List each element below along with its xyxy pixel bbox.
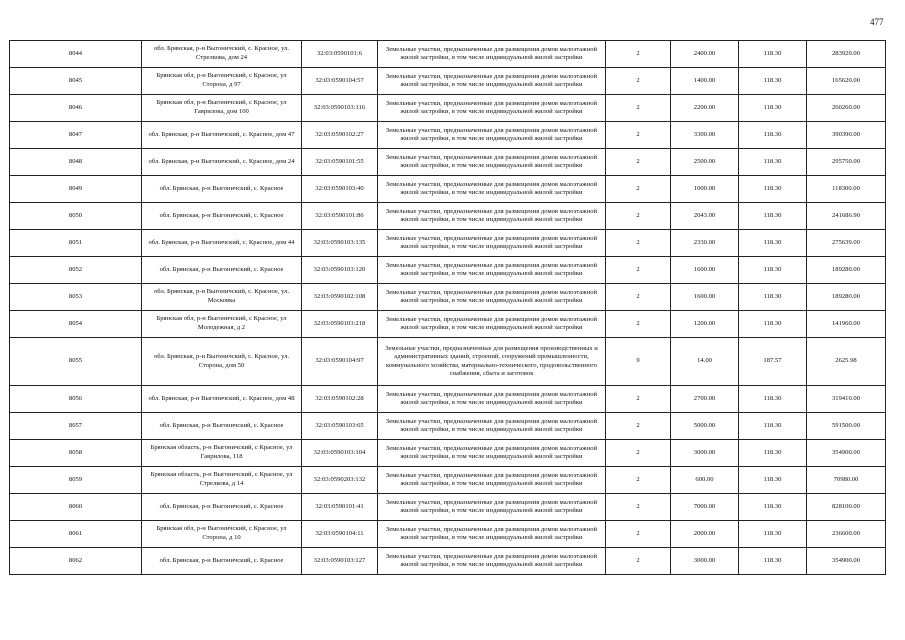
area-cell: 5000.00: [671, 413, 739, 440]
specific-value-cell: 118.30: [739, 41, 807, 68]
row-number-cell: 8053: [10, 284, 142, 311]
row-number-cell: 8050: [10, 203, 142, 230]
land-use-description-cell: Земельные участки, предназначенные для размещения домов малоэтажной жилой застройки, в том числе индивидуальной жилой застройки: [378, 413, 606, 440]
group-number-cell: 2: [606, 494, 671, 521]
row-number-cell: 8048: [10, 149, 142, 176]
area-cell: 2330.00: [671, 230, 739, 257]
specific-value-cell: 118.30: [739, 122, 807, 149]
land-use-description-cell: Земельные участки, предназначенные для размещения домов малоэтажной жилой застройки, в том числе индивидуальной жилой застройки: [378, 467, 606, 494]
cadastral-value-cell: 354900.00: [807, 440, 886, 467]
row-number-cell: 8058: [10, 440, 142, 467]
cadastral-number-cell: 32:03:0590102:108: [302, 284, 378, 311]
group-number-cell: 9: [606, 338, 671, 386]
row-number-cell: 8049: [10, 176, 142, 203]
cadastral-number-cell: 32:03:0590101:55: [302, 149, 378, 176]
row-number-cell: 8061: [10, 521, 142, 548]
table-row: [10, 548, 886, 575]
cadastral-number-cell: 32:03:0590103:40: [302, 176, 378, 203]
group-number-cell: 2: [606, 386, 671, 413]
land-use-description-cell: Земельные участки, предназначенные для размещения домов малоэтажной жилой застройки, в том числе индивидуальной жилой застройки: [378, 548, 606, 575]
table-row: [10, 284, 886, 311]
land-use-description-cell: Земельные участки, предназначенные для размещения домов малоэтажной жилой застройки, в том числе индивидуальной жилой застройки: [378, 440, 606, 467]
area-cell: 3000.00: [671, 440, 739, 467]
table-row: [10, 338, 886, 386]
cadastral-number-cell: 32:03:0590103:65: [302, 413, 378, 440]
cadastral-number-cell: 32:03:0590103:116: [302, 95, 378, 122]
address-cell: обл. Брянская, р-н Выгоничский, с. Красное: [142, 548, 302, 575]
address-cell: обл. Брянская, р-н Выгоничский, с. Красное: [142, 494, 302, 521]
area-cell: 1600.00: [671, 257, 739, 284]
cadastral-value-cell: 828100.00: [807, 494, 886, 521]
specific-value-cell: 118.30: [739, 176, 807, 203]
group-number-cell: 2: [606, 521, 671, 548]
group-number-cell: 2: [606, 68, 671, 95]
group-number-cell: 2: [606, 41, 671, 68]
address-cell: Брянская область, р-н Выгоничский, с Красное, ул Гаврилова, 118: [142, 440, 302, 467]
row-number-cell: 8057: [10, 413, 142, 440]
specific-value-cell: 118.30: [739, 440, 807, 467]
area-cell: 2043.00: [671, 203, 739, 230]
cadastral-number-cell: 32:03:0590102:27: [302, 122, 378, 149]
area-cell: 2400.00: [671, 41, 739, 68]
address-cell: Брянская обл, р-н Выгоничский, с Красное, ул Гаврилова, дом 100: [142, 95, 302, 122]
table-row: [10, 257, 886, 284]
page-number: 477: [870, 17, 884, 27]
address-cell: обл. Брянская, р-н Выгоничский, с. Красное, дом 48: [142, 386, 302, 413]
table-row: [10, 41, 886, 68]
table-row: [10, 521, 886, 548]
table-row: [10, 122, 886, 149]
table-row: [10, 467, 886, 494]
land-use-description-cell: Земельные участки, предназначенные для размещения домов малоэтажной жилой застройки, в том числе индивидуальной жилой застройки: [378, 284, 606, 311]
group-number-cell: 2: [606, 230, 671, 257]
table-row: [10, 494, 886, 521]
row-number-cell: 8054: [10, 311, 142, 338]
land-use-description-cell: Земельные участки, предназначенные для размещения домов малоэтажной жилой застройки, в том числе индивидуальной жилой застройки: [378, 95, 606, 122]
cadastral-value-cell: 165620.00: [807, 68, 886, 95]
land-use-description-cell: Земельные участки, предназначенные для размещения домов малоэтажной жилой застройки, в том числе индивидуальной жилой застройки: [378, 149, 606, 176]
land-use-description-cell: Земельные участки, предназначенные для размещения домов малоэтажной жилой застройки, в том числе индивидуальной жилой застройки: [378, 122, 606, 149]
address-cell: обл. Брянская, р-н Выгоничский, с. Красное: [142, 413, 302, 440]
cadastral-value-cell: 354900.00: [807, 548, 886, 575]
row-number-cell: 8062: [10, 548, 142, 575]
area-cell: 1200.00: [671, 311, 739, 338]
group-number-cell: 2: [606, 413, 671, 440]
table-row: [10, 95, 886, 122]
cadastral-value-cell: 275639.00: [807, 230, 886, 257]
address-cell: обл. Брянская, р-н Выгоничский, с. Красное: [142, 203, 302, 230]
table-row: [10, 230, 886, 257]
cadastral-value-cell: 241686.90: [807, 203, 886, 230]
specific-value-cell: 118.30: [739, 386, 807, 413]
land-use-description-cell: Земельные участки, предназначенные для размещения домов малоэтажной жилой застройки, в том числе индивидуальной жилой застройки: [378, 521, 606, 548]
specific-value-cell: 118.30: [739, 548, 807, 575]
cadastral-value-cell: 70980.00: [807, 467, 886, 494]
cadastral-number-cell: 32:03:0590102:28: [302, 386, 378, 413]
specific-value-cell: 118.30: [739, 230, 807, 257]
area-cell: 14.00: [671, 338, 739, 386]
land-use-description-cell: Земельные участки, предназначенные для размещения домов малоэтажной жилой застройки, в том числе индивидуальной жилой застройки: [378, 386, 606, 413]
specific-value-cell: 118.30: [739, 284, 807, 311]
table-row: [10, 149, 886, 176]
specific-value-cell: 118.30: [739, 95, 807, 122]
cadastral-number-cell: 32:03:0590103:127: [302, 548, 378, 575]
area-cell: 1000.00: [671, 176, 739, 203]
table-row: [10, 386, 886, 413]
row-number-cell: 8045: [10, 68, 142, 95]
land-use-description-cell: Земельные участки, предназначенные для размещения производственных и административных зданий, строений, сооружений промышленности, коммунального хозяйства, материально-технического, продовольственного снабжения, сбыта и заготовок: [378, 338, 606, 386]
group-number-cell: 2: [606, 122, 671, 149]
group-number-cell: 2: [606, 284, 671, 311]
land-use-description-cell: Земельные участки, предназначенные для размещения домов малоэтажной жилой застройки, в том числе индивидуальной жилой застройки: [378, 41, 606, 68]
cadastral-number-cell: 32:03:0590103:120: [302, 257, 378, 284]
address-cell: обл. Брянская, р-н Выгоничский, с. Красное: [142, 176, 302, 203]
cadastral-number-cell: 32:03:0590104:11: [302, 521, 378, 548]
address-cell: обл. Брянская, р-н Выгоничский, с. Красное, дом 47: [142, 122, 302, 149]
group-number-cell: 2: [606, 203, 671, 230]
cadastral-number-cell: 32:03:0590101:86: [302, 203, 378, 230]
row-number-cell: 8047: [10, 122, 142, 149]
cadastral-number-cell: 32:03:0590101:6: [302, 41, 378, 68]
cadastral-number-cell: 32:03:0590103:218: [302, 311, 378, 338]
group-number-cell: 2: [606, 548, 671, 575]
row-number-cell: 8052: [10, 257, 142, 284]
group-number-cell: 2: [606, 176, 671, 203]
address-cell: Брянская область, р-н Выгоничский, с Красное, ул Стрелкова, д 14: [142, 467, 302, 494]
land-use-description-cell: Земельные участки, предназначенные для размещения домов малоэтажной жилой застройки, в том числе индивидуальной жилой застройки: [378, 68, 606, 95]
area-cell: 2700.00: [671, 386, 739, 413]
cadastral-value-cell: 591500.00: [807, 413, 886, 440]
land-use-description-cell: Земельные участки, предназначенные для размещения домов малоэтажной жилой застройки, в том числе индивидуальной жилой застройки: [378, 494, 606, 521]
table-row: [10, 311, 886, 338]
address-cell: Брянская обл, р-н Выгоничский, с Красное, ул Сторона, д 10: [142, 521, 302, 548]
group-number-cell: 2: [606, 95, 671, 122]
cadastral-value-cell: 319410.00: [807, 386, 886, 413]
specific-value-cell: 118.30: [739, 257, 807, 284]
group-number-cell: 2: [606, 257, 671, 284]
group-number-cell: 2: [606, 467, 671, 494]
specific-value-cell: 118.30: [739, 467, 807, 494]
cadastral-value-cell: 260260.00: [807, 95, 886, 122]
cadastral-value-cell: 118300.00: [807, 176, 886, 203]
row-number-cell: 8056: [10, 386, 142, 413]
group-number-cell: 2: [606, 311, 671, 338]
cadastral-value-cell: 2625.98: [807, 338, 886, 386]
address-cell: Брянская обл, р-н Выгоничский, с Красное, ул Сторона, д 97: [142, 68, 302, 95]
row-number-cell: 8051: [10, 230, 142, 257]
land-use-description-cell: Земельные участки, предназначенные для размещения домов малоэтажной жилой застройки, в том числе индивидуальной жилой застройки: [378, 203, 606, 230]
address-cell: обл. Брянская, р-н Выгоничский, с. Красное, дом 24: [142, 149, 302, 176]
row-number-cell: 8044: [10, 41, 142, 68]
table-row: [10, 413, 886, 440]
cadastral-value-cell: 141960.00: [807, 311, 886, 338]
address-cell: Брянская обл, р-н Выгоничский, с Красное, ул Молодежная, д 2: [142, 311, 302, 338]
table-row: [10, 440, 886, 467]
group-number-cell: 2: [606, 149, 671, 176]
land-use-description-cell: Земельные участки, предназначенные для размещения домов малоэтажной жилой застройки, в том числе индивидуальной жилой застройки: [378, 311, 606, 338]
group-number-cell: 2: [606, 440, 671, 467]
cadastral-value-table: [9, 40, 886, 575]
cadastral-value-cell: 236600.00: [807, 521, 886, 548]
address-cell: обл. Брянская, р-н Выгоничский, с. Красное: [142, 257, 302, 284]
address-cell: обл. Брянская, р-н Выгоничский, с. Красное, дом 44: [142, 230, 302, 257]
row-number-cell: 8059: [10, 467, 142, 494]
row-number-cell: 8046: [10, 95, 142, 122]
address-cell: обл. Брянская, р-н Выгоничский, с. Красное, ул. Стрелкова, дом 24: [142, 41, 302, 68]
table-row: [10, 68, 886, 95]
area-cell: 2200.00: [671, 95, 739, 122]
area-cell: 2000.00: [671, 521, 739, 548]
specific-value-cell: 118.30: [739, 68, 807, 95]
specific-value-cell: 187.57: [739, 338, 807, 386]
specific-value-cell: 118.30: [739, 203, 807, 230]
table-row: [10, 176, 886, 203]
table-row: [10, 203, 886, 230]
area-cell: 3300.00: [671, 122, 739, 149]
specific-value-cell: 118.30: [739, 311, 807, 338]
area-cell: 7000.00: [671, 494, 739, 521]
cadastral-value-cell: 283920.00: [807, 41, 886, 68]
area-cell: 3000.00: [671, 548, 739, 575]
address-cell: обл. Брянская, р-н Выгоничский, с. Красное, ул. Московка: [142, 284, 302, 311]
land-use-description-cell: Земельные участки, предназначенные для размещения домов малоэтажной жилой застройки, в том числе индивидуальной жилой застройки: [378, 176, 606, 203]
cadastral-value-cell: 189280.00: [807, 284, 886, 311]
table-body: [10, 41, 886, 575]
cadastral-value-cell: 295750.00: [807, 149, 886, 176]
address-cell: обл. Брянская, р-н Выгоничский, с. Красное, ул. Сторона, дом 50: [142, 338, 302, 386]
area-cell: 1400.00: [671, 68, 739, 95]
specific-value-cell: 118.30: [739, 413, 807, 440]
row-number-cell: 8055: [10, 338, 142, 386]
cadastral-value-cell: 390390.00: [807, 122, 886, 149]
cadastral-number-cell: 32:03:0590101:41: [302, 494, 378, 521]
specific-value-cell: 118.30: [739, 494, 807, 521]
cadastral-number-cell: 32:03:0590104:97: [302, 338, 378, 386]
area-cell: 600.00: [671, 467, 739, 494]
specific-value-cell: 118.30: [739, 521, 807, 548]
specific-value-cell: 118.30: [739, 149, 807, 176]
land-use-description-cell: Земельные участки, предназначенные для размещения домов малоэтажной жилой застройки, в том числе индивидуальной жилой застройки: [378, 257, 606, 284]
area-cell: 2500.00: [671, 149, 739, 176]
area-cell: 1600.00: [671, 284, 739, 311]
cadastral-number-cell: 32:03:0590203:132: [302, 467, 378, 494]
cadastral-number-cell: 32:03:0590104:57: [302, 68, 378, 95]
cadastral-number-cell: 32:03:0590103:104: [302, 440, 378, 467]
cadastral-number-cell: 32:03:0590103:135: [302, 230, 378, 257]
row-number-cell: 8060: [10, 494, 142, 521]
land-use-description-cell: Земельные участки, предназначенные для размещения домов малоэтажной жилой застройки, в том числе индивидуальной жилой застройки: [378, 230, 606, 257]
cadastral-value-cell: 189280.00: [807, 257, 886, 284]
